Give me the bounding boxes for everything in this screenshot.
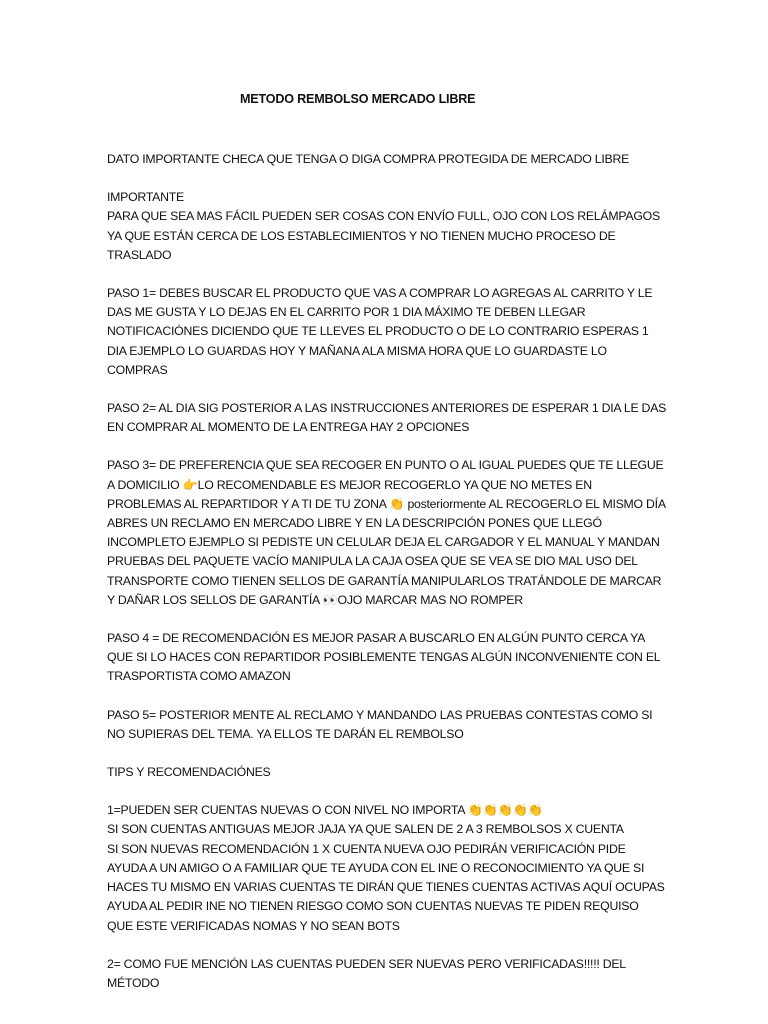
document-body bbox=[107, 150, 667, 993]
paragraph-paso-3: PASO 3= DE PREFERENCIA QUE SEA RECOGER EN PUNTO O AL IGUAL PUEDES QUE TE LLEGUE A DOMICILIO 👉LO RECOMENDABLE ES MEJOR RECOGERLO YA QUE NO METES EN PROBLEMAS AL REPARTIDOR Y A TI DE TU ZONA 👏 posteriormente AL RECOGERLO EL MISMO DÍA ABRES UN RECLAMO EN MERCADO LIBRE Y EN LA DESCRIPCIÓN PONES QUE LLEGÓ INCOMPLETO EJEMPLO SI PEDISTE UN CELULAR DEJA EL CARGADOR Y EL MANUAL Y MANDAN PRUEBAS DEL PAQUETE VACÍO MANIPULA LA CAJA OSEA QUE SE VEA SE DIO MAL USO DEL TRANSPORTE COMO TIENEN SELLOS DE GARANTÍA MANIPULARLOS TRATÁNDOLE DE MARCAR Y DAÑAR LOS SELLOS DE GARANTÍA 👀OJO MARCAR MAS NO ROMPER bbox=[107, 458, 666, 607]
paragraph-tip-2: 2= COMO FUE MENCIÓN LAS CUENTAS PUEDEN SER NUEVAS PERO VERIFICADAS!!!!! DEL MÉTODO bbox=[107, 956, 626, 990]
paragraph-paso-4: PASO 4 = DE RECOMENDACIÓN ES MEJOR PASAR A BUSCARLO EN ALGÚN PUNTO CERCA YA QUE SI LO HACES CON REPARTIDOR POSIBLEMENTE TENGAS ALGÚN INCONVENIENTE CON EL TRASPORTISTA COMO AMAZON bbox=[107, 631, 660, 684]
paragraph-dato-importante: DATO IMPORTANTE CHECA QUE TENGA O DIGA COMPRA PROTEGIDA DE MERCADO LIBRE bbox=[107, 152, 630, 166]
document-title: METODO REMBOLSO MERCADO LIBRE bbox=[240, 92, 476, 106]
paragraph-paso-5: PASO 5= POSTERIOR MENTE AL RECLAMO Y MANDANDO LAS PRUEBAS CONTESTAS COMO SI NO SUPIERAS DEL TEMA. YA ELLOS TE DARÁN EL REMBOLSO bbox=[107, 707, 653, 741]
paragraph-tips-heading: TIPS Y RECOMENDACIÓNES bbox=[107, 765, 271, 780]
paragraph-paso-2: PASO 2= AL DIA SIG POSTERIOR A LAS INSTRUCCIONES ANTERIORES DE ESPERAR 1 DIA LE DAS EN COMPRAR AL MOMENTO DE LA ENTREGA HAY 2 OPCIONES bbox=[107, 401, 667, 435]
paragraph-tip-1: 1=PUEDEN SER CUENTAS NUEVAS O CON NIVEL NO IMPORTA 👏👏👏👏👏 SI SON CUENTAS ANTIGUAS MEJOR JAJA YA QUE SALEN DE 2 A 3 REMBOLSOS X CUENTA SI SON NUEVAS RECOMENDACIÓN 1 X CUENTA NUEVA OJO PEDIRÁN VERIFICACIÓN PIDE AYUDA A UN AMIGO O A FAMILIAR QUE TE AYUDA CON EL INE O RECONOCIMIENTO YA QUE SI HACES TU MISMO EN VARIAS CUENTAS TE DIRÁN QUE TIENES CUENTAS ACTIVAS AQUÍ OCUPAS AYUDA AL PEDIR INE NO TIENEN RIESGO COMO SON CUENTAS NUEVAS TE PIDEN REQUISO QUE ESTE VERIFICADAS NOMAS Y NO SEAN BOTS bbox=[107, 803, 665, 933]
paragraph-importante: IMPORTANTE PARA QUE SEA MAS FÁCIL PUEDEN SER COSAS CON ENVÍO FULL, OJO CON LOS RELÁMPAGOS YA QUE ESTÁN CERCA DE LOS ESTABLECIMIENTOS Y NO TIENEN MUCHO PROCESO DE TRASLADO bbox=[107, 190, 660, 262]
paragraph-paso-1: PASO 1= DEBES BUSCAR EL PRODUCTO QUE VAS A COMPRAR LO AGREGAS AL CARRITO Y LE DAS ME GUSTA Y LO DEJAS EN EL CARRITO POR 1 DIA MÁXIMO TE DEBEN LLEGAR NOTIFICACIÓNES DICIENDO QUE TE LLEVES EL PRODUCTO O DE LO CONTRARIO ESPERAS 1 DIA EJEMPLO LO GUARDAS HOY Y MAÑANA ALA MISMA HORA QUE LO GUARDASTE LO COMPRAS bbox=[107, 286, 653, 377]
